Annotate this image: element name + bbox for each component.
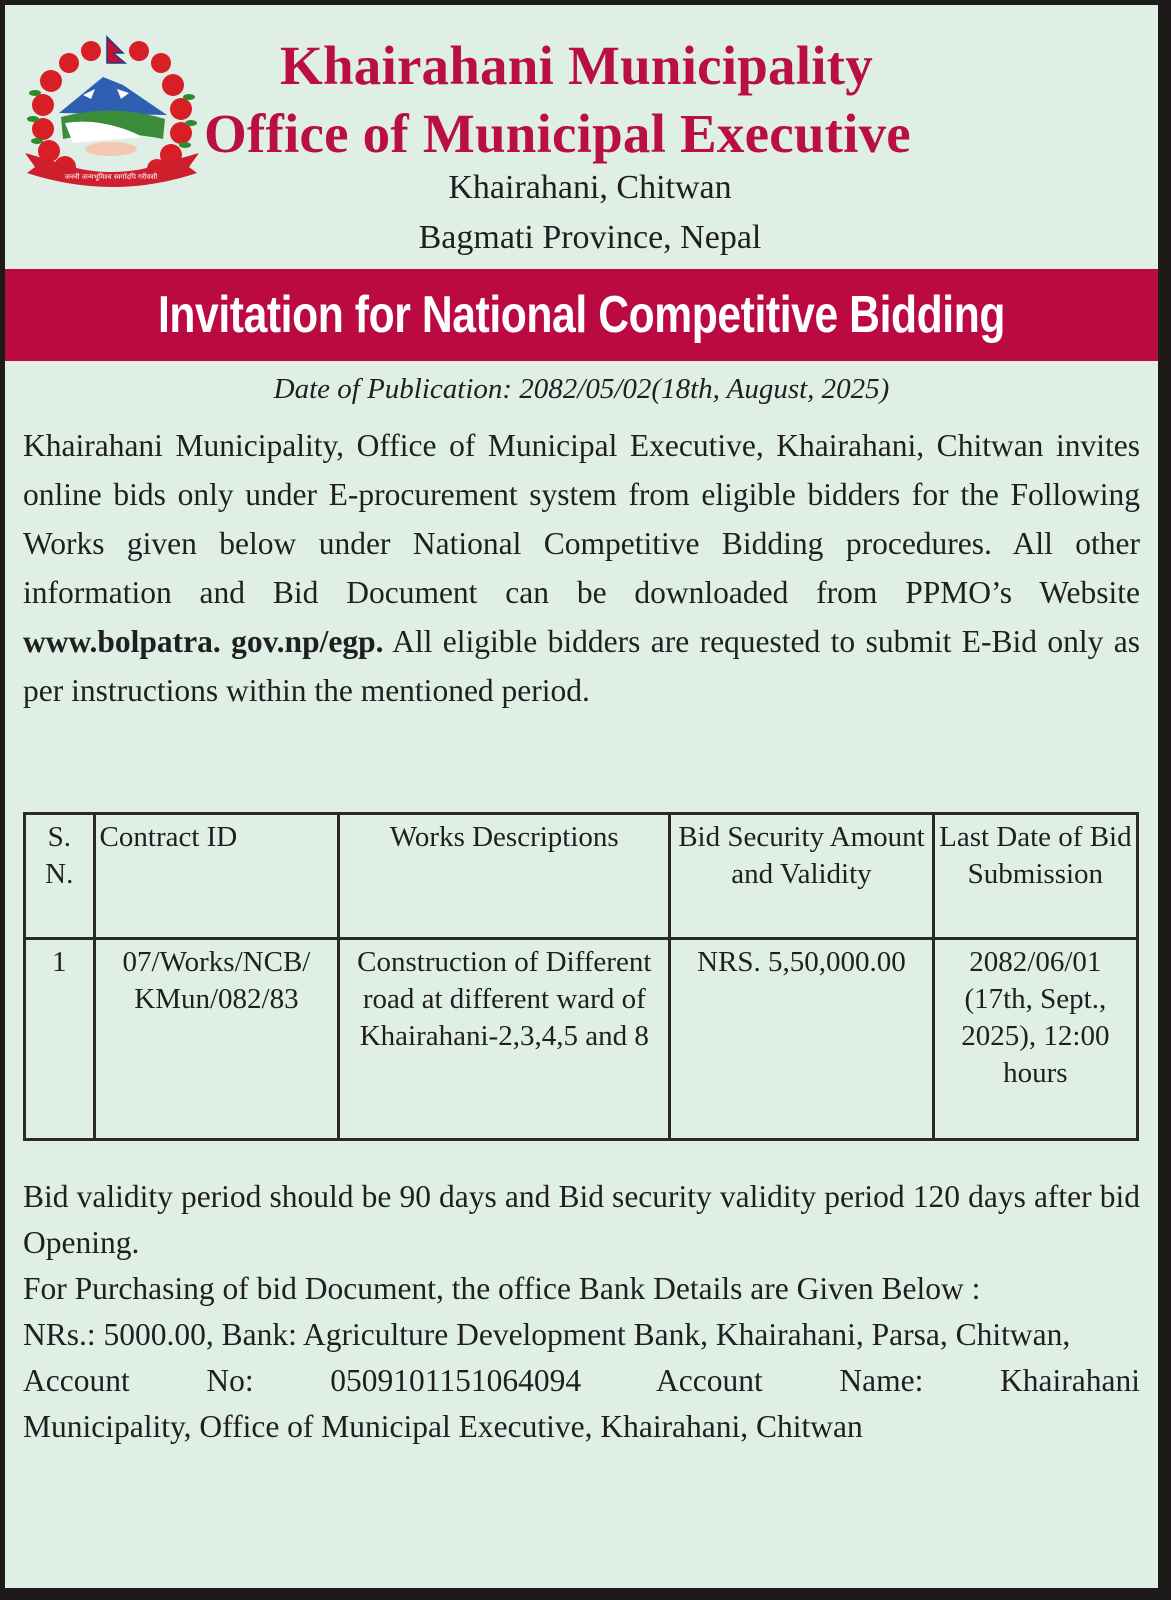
office-title: Office of Municipal Executive	[204, 103, 911, 164]
cell-last-date: 2082/06/01 (17th, Sept., 2025), 12:00 hours	[933, 939, 1137, 1140]
header-bid-security: Bid Security Amount and Validity	[670, 814, 934, 939]
address-province: Bagmati Province, Nepal	[418, 219, 762, 256]
intro-text-2: All eligible bidders are requested to submit E-Bid only as per instructions within the mentioned period.	[23, 624, 1140, 708]
cell-bid-security: NRS. 5,50,000.00	[670, 939, 934, 1140]
bid-table	[23, 812, 1139, 1141]
header-contract-id: Contract ID	[94, 814, 339, 939]
emblem-motto: जननी जन्मभूमिश्च स्वर्गादपि गरीयसी	[64, 173, 158, 181]
footer-details	[23, 1174, 1140, 1450]
account-name-text: Municipality, Office of Municipal Executive, Khairahani, Chitwan	[23, 1409, 863, 1444]
website-link[interactable]: www.bolpatra. gov.np/egp.	[23, 624, 384, 659]
intro-text-1: Khairahani Municipality, Office of Municipal Executive, Khairahani, Chitwan invites online bids only under E-procurement system from eligible bidders for the Following Works given below under National Competitive Bidding procedures. All other information and Bid Document can be downloaded from PPMO’s Website	[23, 428, 1140, 610]
validity-text: Bid validity period should be 90 days and Bid security validity period 120 days after bid Opening.	[23, 1179, 1140, 1260]
notice-banner-title: Invitation for National Competitive Bidding	[157, 286, 1006, 344]
cell-works: Construction of Different road at different ward of Khairahani-2,3,4,5 and 8	[339, 939, 670, 1140]
intro-paragraph	[23, 421, 1140, 715]
cell-sn: 1	[25, 939, 95, 1140]
municipality-title: Khairahani Municipality	[280, 35, 873, 96]
address-city: Khairahani, Chitwan	[448, 169, 732, 206]
bank-details-text: NRs.: 5000.00, Bank: Agriculture Development Bank, Khairahani, Parsa, Chitwan,	[23, 1317, 1071, 1352]
header-works: Works Descriptions	[339, 814, 670, 939]
nepal-emblem-logo	[13, 33, 209, 191]
header-sn: S. N.	[25, 814, 95, 939]
notice-banner	[5, 269, 1158, 361]
header-last-date: Last Date of Bid Submission	[933, 814, 1137, 939]
publication-date: Date of Publication: 2082/05/02(18th, August, 2025)	[273, 373, 890, 405]
purchasing-text: For Purchasing of bid Document, the office Bank Details are Given Below :	[23, 1271, 981, 1306]
account-number-text: Account No: 0509101151064094 Account Name: Khairahani	[23, 1363, 1140, 1398]
table-row	[25, 939, 1138, 1140]
cell-contract-id: 07/Works/NCB/ KMun/082/83	[94, 939, 339, 1140]
notice-frame	[5, 5, 1158, 1588]
table-header-row	[25, 814, 1138, 939]
